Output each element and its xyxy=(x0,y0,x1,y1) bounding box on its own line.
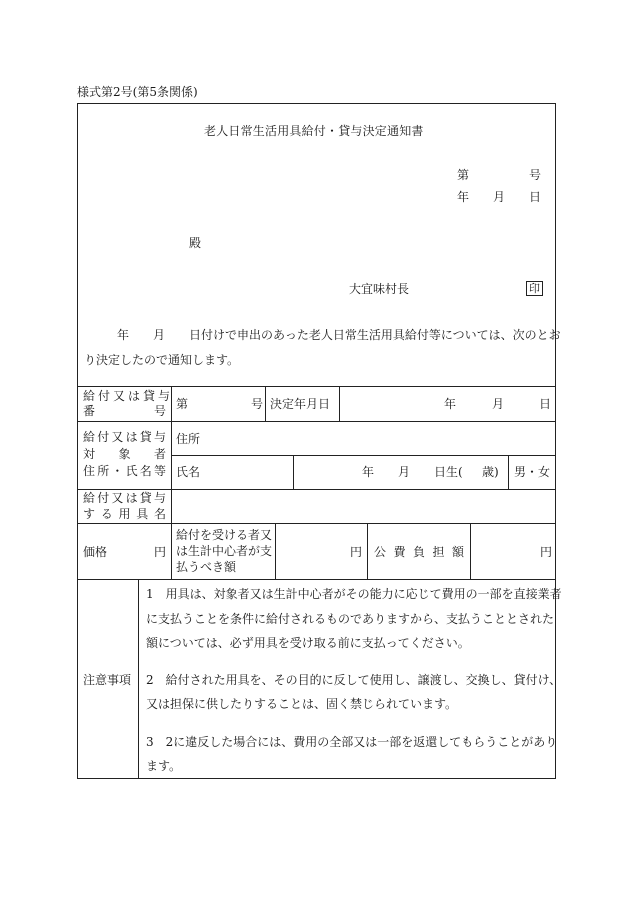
price-label: 価格 xyxy=(83,545,108,559)
row3-bottom-rule xyxy=(77,523,556,524)
doc-number-go: 号 xyxy=(529,168,542,182)
payer-yen: 円 xyxy=(350,545,363,559)
seal-mark: 印 xyxy=(526,281,543,296)
intro-month: 月 xyxy=(153,328,166,342)
doc-number-dai: 第 xyxy=(457,168,470,182)
row4-bottom-rule xyxy=(77,579,556,580)
note2-line2: 又は担保に供したりすることは、固く禁じられています。 xyxy=(146,697,458,711)
table-top-rule xyxy=(77,386,556,387)
payer-label-line2: は生計中心者が支 xyxy=(176,544,273,558)
sex-options: 男・女 xyxy=(514,465,551,479)
address-bottom-rule xyxy=(171,455,556,456)
row1-dai: 第 xyxy=(176,397,189,411)
label-column-rule xyxy=(171,386,172,579)
public-burden-yen: 円 xyxy=(540,545,553,559)
form-label: 様式第2号(第5条関係) xyxy=(77,85,198,99)
row2-bottom-rule xyxy=(77,489,556,490)
sex-divider xyxy=(508,455,509,489)
issuer-name: 大宜味村長 xyxy=(349,282,410,296)
row4-divider-b xyxy=(367,523,368,579)
decision-year: 年 xyxy=(444,397,457,411)
note1-line1: 1 用具は、対象者又は生計中心者がその能力に応じて費用の一部を直接業者 xyxy=(146,587,562,601)
row4-divider-a xyxy=(275,523,276,579)
name-divider xyxy=(293,455,294,489)
row3-label-line2: する用具名 xyxy=(83,507,166,521)
note3-line1: 3 2に違反した場合には、費用の全部又は一部を返還してもらうことがあり xyxy=(146,735,558,749)
intro-line2: り決定したので通知します。 xyxy=(84,353,240,367)
doc-date-year: 年 xyxy=(457,190,470,204)
row1-label-line2: 番号 xyxy=(83,404,166,418)
row1-label-line1-text: 給付又は貸与 xyxy=(83,389,174,403)
intro-line1: 日付けで申出のあった老人日常生活用具給付等については、次のとお xyxy=(189,328,561,342)
intro-year: 年 xyxy=(117,328,130,342)
row1-divider-a xyxy=(265,386,266,421)
note2-line1: 2 給付された用具を、その目的に反して使用し、譲渡し、交換し、貸付け、 xyxy=(146,673,562,687)
decision-day: 日 xyxy=(539,397,552,411)
row3-label-line1: 給付又は貸与 xyxy=(83,491,166,505)
doc-date-day: 日 xyxy=(529,190,542,204)
notes-divider xyxy=(138,579,139,779)
recipient-suffix: 殿 xyxy=(189,236,202,250)
price-yen: 円 xyxy=(154,545,167,559)
address-label: 住所 xyxy=(176,432,201,446)
notes-label: 注意事項 xyxy=(83,673,132,687)
name-label: 氏名 xyxy=(176,465,201,479)
age-suffix: 歳) xyxy=(482,465,499,479)
row2-label-line2: 対象者 xyxy=(83,447,166,461)
decision-month: 月 xyxy=(492,397,505,411)
row1-divider-b xyxy=(339,386,340,421)
row1-label-line1 xyxy=(83,389,174,403)
birth-month: 月 xyxy=(398,465,411,479)
document-title: 老人日常生活用具給付・貸与決定通知書 xyxy=(204,124,424,138)
row1-go: 号 xyxy=(251,397,264,411)
birth-year: 年 xyxy=(362,465,375,479)
note3-line2: ます。 xyxy=(146,759,182,773)
row2-label-line1: 給付又は貸与 xyxy=(83,430,166,444)
birth-day: 日生( xyxy=(434,465,463,479)
payer-label-line3: 払うべき額 xyxy=(176,560,237,574)
note1-line2: に支払うことを条件に給付されるものでありますから、支払うこととされた xyxy=(146,612,555,626)
public-burden-label: 公費負担額 xyxy=(374,545,464,559)
payer-label-line1: 給付を受ける者又 xyxy=(176,528,273,542)
row1-bottom-rule xyxy=(77,421,556,422)
decision-date-label: 決定年月日 xyxy=(270,397,331,411)
note1-line3: 額については、必ず用具を受け取る前に支払ってください。 xyxy=(146,636,470,650)
row2-label-line3: 住所・氏名等 xyxy=(83,464,166,478)
doc-date-month: 月 xyxy=(493,190,506,204)
row4-divider-c xyxy=(470,523,471,579)
